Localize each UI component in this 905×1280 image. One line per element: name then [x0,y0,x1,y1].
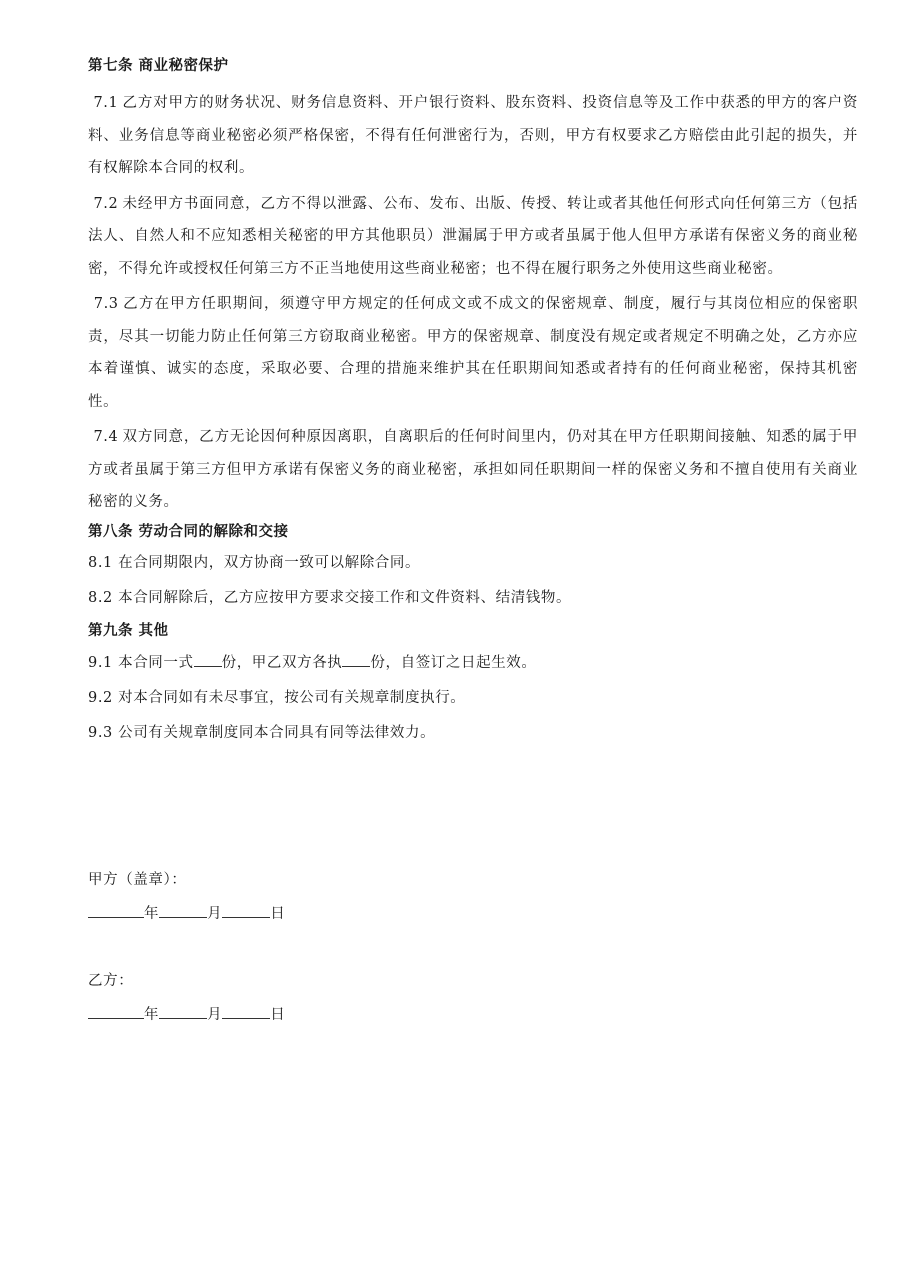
clause-7-3 [88,288,858,418]
party-b-month-blank[interactable] [159,1004,207,1019]
party-b-year-label: 年 [144,1007,160,1023]
clause-9-3-number: 9.3 [88,724,113,741]
clause-7-3-number: 7.3 [93,296,119,312]
clause-9-1-text-b: 份，甲乙双方各执 [221,654,343,671]
party-a-month-label: 月 [207,906,223,922]
clause-7-1-text: 乙方对甲方的财务状况、财务信息资料、开户银行资料、股东资料、投资信息等及工作中获悉的甲方的客户资料、业务信息等商业秘密必须严格保密，不得有任何泄密行为，否则，甲方有权要求乙方赔偿由此引起的损失，并有权解除本合同的权利。 [88,95,858,176]
clause-7-2 [88,188,858,286]
clause-8-2-number: 8.2 [88,589,113,606]
party-a-label: 甲方（盖章）： [88,872,187,888]
clause-9-1 [88,652,858,673]
clause-9-1-number: 9.1 [88,654,113,671]
party-b-day-label: 日 [270,1007,286,1023]
clause-7-3-text: 乙方在甲方任职期间，须遵守甲方规定的任何成文或不成文的保密规章、制度，履行与其岗位相应的保密职责，尽其一切能力防止任何第三方窃取商业秘密。甲方的保密规章、制度没有规定或者规定不明确之处，乙方亦应本着谨慎、诚实的态度，采取必要、合理的措施来维护其在任职期间知悉或者持有的任何商业秘密，保持其机密性。 [88,296,858,410]
section-7-heading: 第七条 商业秘密保护 [88,58,229,74]
party-b-day-blank[interactable] [222,1004,270,1019]
clause-7-4 [88,421,858,519]
clause-7-1-number: 7.1 [93,95,119,111]
clause-7-4-text: 双方同意，乙方无论因何种原因离职，自离职后的任何时间里内，仍对其在甲方任职期间接触、知悉的属于甲方或者虽属于第三方但甲方承诺有保密义务的商业秘密，承担如同任职期间一样的保密义务和不擅自使用有关商业秘密的义务。 [88,429,858,510]
section-9-heading: 第九条 其他 [88,622,169,639]
clause-7-2-number: 7.2 [93,195,119,212]
clause-9-2 [88,688,858,708]
party-a-date [88,903,285,924]
party-b-date [88,1004,285,1025]
party-a-day-label: 日 [270,906,286,922]
party-a-year-label: 年 [144,906,160,922]
party-a-day-blank[interactable] [222,903,270,918]
clause-8-2 [88,588,858,608]
clause-9-2-text: 对本合同如有未尽事宜，按公司有关规章制度执行。 [118,689,466,706]
clause-8-2-text: 本合同解除后，乙方应按甲方要求交接工作和文件资料、结清钱物。 [118,589,572,606]
section-8-heading: 第八条 劳动合同的解除和交接 [88,523,289,540]
clause-7-4-number: 7.4 [93,429,119,445]
copies-total-blank[interactable] [194,652,222,667]
party-b-year-blank[interactable] [88,1004,144,1019]
clause-9-1-text-a: 本合同一式 [118,654,194,671]
clause-8-1-number: 8.1 [88,554,113,571]
clause-9-3 [88,723,858,743]
clause-7-2-text: 未经甲方书面同意，乙方不得以泄露、公布、发布、出版、传授、转让或者其他任何形式向任何第三方（包括法人、自然人和不应知悉相关秘密的甲方其他职员）泄漏属于甲方或者虽属于他人但甲方承诺有保密义务的商业秘密，不得允许或授权任何第三方不正当地使用这些商业秘密；也不得在履行职务之外使用这些商业秘密。 [88,195,858,277]
party-b-label: 乙方： [88,973,134,989]
clause-9-1-text-c: 份，自签订之日起生效。 [370,654,537,671]
clause-9-3-text: 公司有关规章制度同本合同具有同等法律效力。 [118,724,436,741]
contract-page [88,56,858,758]
clause-9-2-number: 9.2 [88,689,113,706]
clause-8-1-text: 在合同期限内，双方协商一致可以解除合同。 [118,554,421,571]
clause-7-1 [88,87,858,185]
clause-8-1 [88,553,858,573]
party-b-month-label: 月 [207,1007,223,1023]
copies-each-blank[interactable] [342,652,370,667]
party-a-year-blank[interactable] [88,903,144,918]
party-a-month-blank[interactable] [159,903,207,918]
